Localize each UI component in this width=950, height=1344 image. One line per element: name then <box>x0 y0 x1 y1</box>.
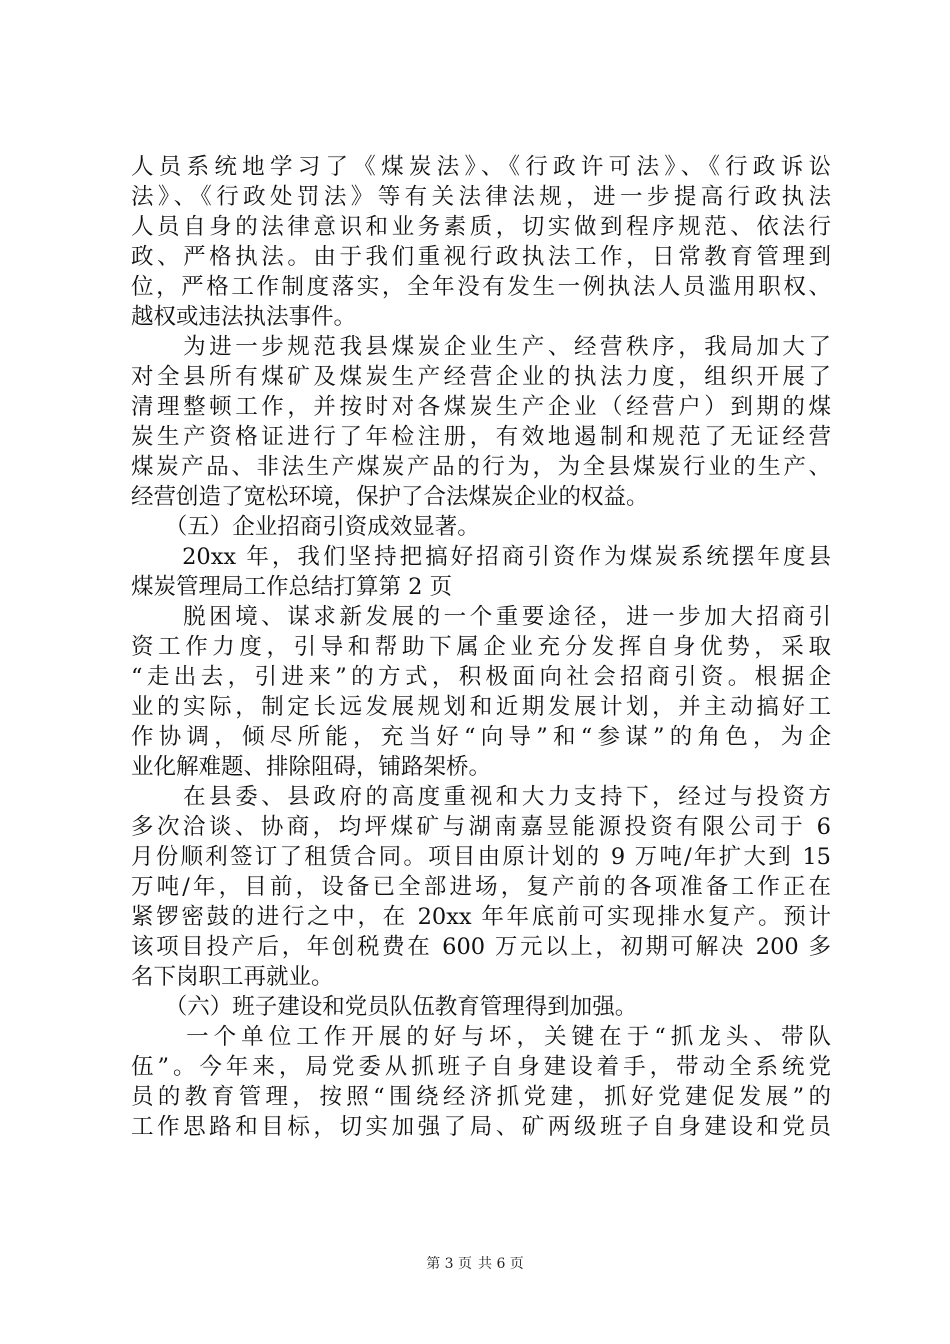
text-line: 为进一步规范我县煤炭企业生产、经营秩序，我局加大了 <box>131 334 831 360</box>
text-line: 多次洽谈、协商，均坪煤矿与湖南嘉昱能源投资有限公司于 6 <box>131 814 831 840</box>
text-line: 名下岗职工再就业。 <box>131 964 334 990</box>
text-line: 人员自身的法律意识和业务素质，切实做到程序规范、依法行 <box>131 214 831 240</box>
text-line: 政、严格执法。由于我们重视行政执法工作，日常教育管理到 <box>131 244 831 270</box>
text-line: 法》、《行政处罚法》等有关法律法规，进一步提高行政执法 <box>131 184 831 210</box>
text-line: 煤炭产品、非法生产煤炭产品的行为，为全县煤炭行业的生产、 <box>131 454 831 480</box>
text-line: 越权或违法执法事件。 <box>131 304 357 330</box>
text-line: 20xx 年，我们坚持把搞好招商引资作为煤炭系统摆年度县 <box>131 544 831 570</box>
page-number: 第 3 页 <box>426 1256 472 1272</box>
text-line: 万吨/年，目前，设备已全部进场，复产前的各项准备工作正在 <box>131 874 831 900</box>
text-line: 在县委、县政府的高度重视和大力支持下，经过与投资方 <box>131 784 831 810</box>
body-text <box>131 152 831 1142</box>
text-line: 月份顺利签订了租赁合同。项目由原计划的 9 万吨/年扩大到 15 <box>131 844 831 870</box>
text-line: 业化解难题、排除阻碍，铺路架桥。 <box>131 754 492 780</box>
text-line: 煤炭管理局工作总结打算第 2 页 <box>131 574 453 600</box>
text-line: 紧锣密鼓的进行之中，在 20xx 年年底前可实现排水复产。预计 <box>131 904 831 930</box>
text-line: 炭生产资格证进行了年检注册，有效地遏制和规范了无证经营 <box>131 424 831 450</box>
page-footer <box>0 1254 950 1274</box>
text-line: 该项目投产后，年创税费在 600 万元以上，初期可解决 200 多 <box>131 934 831 960</box>
text-line: 脱困境、谋求新发展的一个重要途径，进一步加大招商引 <box>131 604 831 630</box>
text-line: “走出去，引进来”的方式，积极面向社会招商引资。根据企 <box>131 664 831 690</box>
text-line: 位，严格工作制度落实，全年没有发生一例执法人员滥用职权、 <box>131 274 831 300</box>
text-line: 伍”。今年来，局党委从抓班子自身建设着手，带动全系统党 <box>131 1054 831 1080</box>
text-line: 清理整顿工作，并按时对各煤炭生产企业（经营户）到期的煤 <box>131 394 831 420</box>
text-line: 工作思路和目标，切实加强了局、矿两级班子自身建设和党员 <box>131 1114 831 1140</box>
text-line: 对全县所有煤矿及煤炭生产经营企业的执法力度，组织开展了 <box>131 364 831 390</box>
text-line: 人员系统地学习了《煤炭法》、《行政许可法》、《行政诉讼 <box>131 154 831 180</box>
text-line: 业的实际，制定长远发展规划和近期发展计划，并主动搞好工 <box>131 694 831 720</box>
text-line: 员的教育管理，按照“围绕经济抓党建，抓好党建促发展”的 <box>131 1084 831 1110</box>
section-heading: （五）企业招商引资成效显著。 <box>131 514 480 540</box>
page-total: 共 6 页 <box>478 1256 524 1272</box>
text-line: 经营创造了宽松环境，保护了合法煤炭企业的权益。 <box>131 484 649 510</box>
section-heading: （六）班子建设和党员队伍教育管理得到加强。 <box>131 994 638 1020</box>
text-line: 资工作力度，引导和帮助下属企业充分发挥自身优势，采取 <box>131 634 831 660</box>
text-line: 作协调，倾尽所能，充当好“向导”和“参谋”的角色，为企 <box>131 724 831 750</box>
text-line: 一个单位工作开展的好与坏，关键在于“抓龙头、带队 <box>131 1024 831 1050</box>
